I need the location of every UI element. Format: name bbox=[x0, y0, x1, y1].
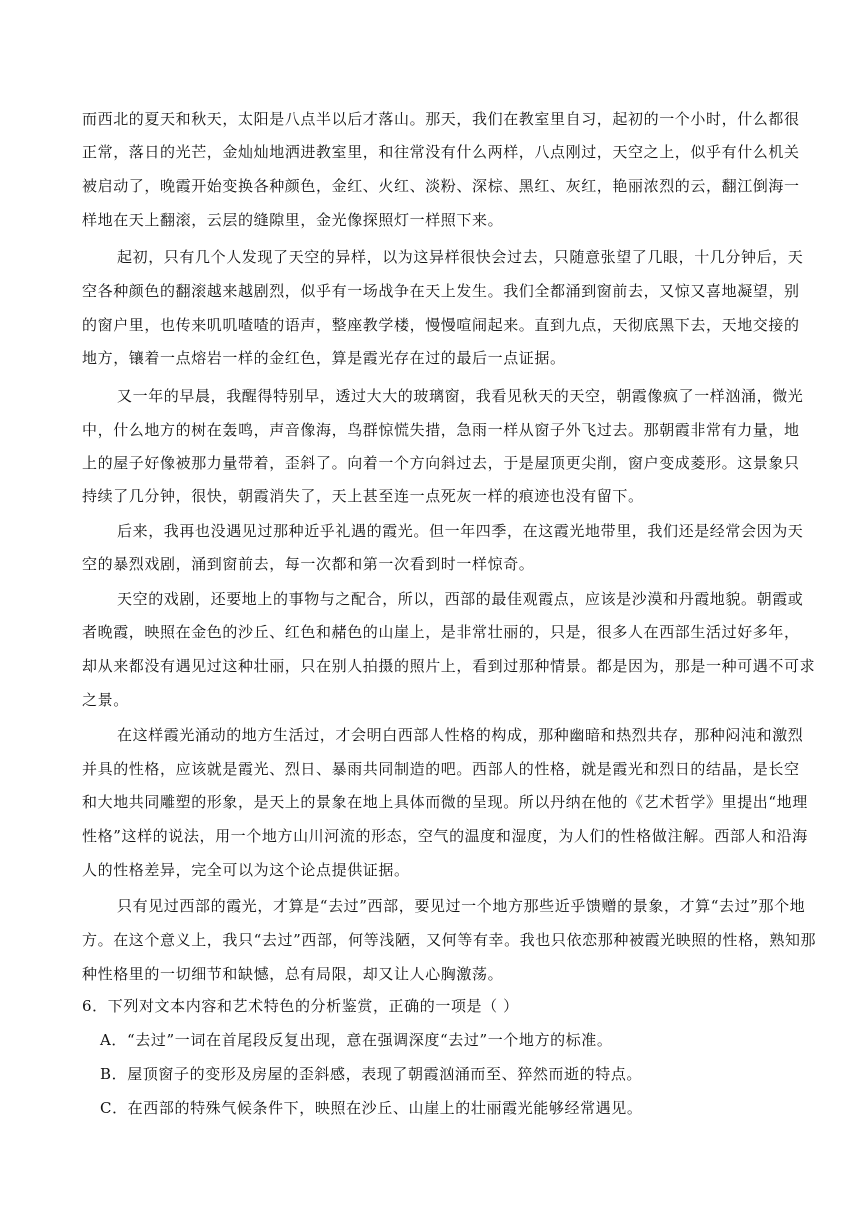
passage-line: 持续了几分钟，很快，朝霞消失了，天上甚至连一点死灰一样的痕迹也没有留下。 bbox=[82, 487, 644, 505]
passage-line: 方。在这个意义上，我只“去过”西部，何等浅陋，又何等有幸。我也只依恋那种被霞光映照的性格，熟知那 bbox=[82, 931, 817, 949]
passage-line: 和大地共同雕塑的形象，是天上的景象在地上具体而微的呈现。所以丹纳在他的《艺术哲学》里提出“地理 bbox=[82, 793, 808, 811]
passage-line: 却从来都没有遇见过这种壮丽，只在别人拍摄的照片上，看到过那种情景。都是因为，那是一种可遇不可求 bbox=[82, 657, 816, 675]
passage-line: 在这样霞光涌动的地方生活过，才会明白西部人性格的构成，那种幽暗和热烈共存，那种闷沌和激烈 bbox=[117, 726, 804, 744]
passage-line: 又一年的早晨，我醒得特别早，透过大大的玻璃窗，我看见秋天的天空，朝霞像疯了一样汹涌，微光 bbox=[117, 387, 804, 405]
question-stem: 6．下列对文本内容和艺术特色的分析鉴赏，正确的一项是（ ） bbox=[82, 997, 519, 1015]
passage-line: 者晚霞，映照在金色的沙丘、红色和赭色的山崖上，是非常壮丽的，只是，很多人在西部生活过好多年， bbox=[82, 623, 800, 641]
passage-line: 被启动了，晚霞开始变换各种颜色，金红、火红、淡粉、深棕、黑红、灰红，艳丽浓烈的云，翻江倒海一 bbox=[82, 177, 800, 195]
passage-line: 上的屋子好像被那力量带着，歪斜了。向着一个方向斜过去，于是屋顶更尖削，窗户变成菱形。这景象只 bbox=[82, 454, 800, 472]
passage-line: 起初，只有几个人发现了天空的异样，以为这异样很快会过去，只随意张望了几眼，十几分钟后，天 bbox=[117, 248, 804, 266]
passage-line: 性格”这样的说法，用一个地方山川河流的形态，空气的温度和湿度，为人们的性格做注解。西部人和沿海 bbox=[82, 827, 808, 845]
passage-line: 天空的戏剧，还要地上的事物与之配合，所以，西部的最佳观霞点，应该是沙漠和丹霞地貌。朝霞或 bbox=[117, 590, 804, 608]
option-b: B．屋顶窗子的变形及房屋的歪斜感，表现了朝霞汹涌而至、猝然而逝的特点。 bbox=[100, 1065, 643, 1083]
passage-line: 人的性格差异，完全可以为这个论点提供证据。 bbox=[82, 861, 410, 879]
option-a: A．“去过”一词在首尾段反复出现，意在强调深度“去过”一个地方的标准。 bbox=[100, 1031, 613, 1049]
passage-line: 地方，镶着一点熔岩一样的金红色，算是霞光存在过的最后一点证据。 bbox=[82, 349, 566, 367]
passage-line: 并具的性格，应该就是霞光、烈日、暴雨共同制造的吧。西部人的性格，就是霞光和烈日的结晶，是长空 bbox=[82, 760, 800, 778]
passage-line: 只有见过西部的霞光，才算是“去过”西部，要见过一个地方那些近乎馈赠的景象，才算“去过”那个地 bbox=[117, 897, 806, 915]
passage-line: 种性格里的一切细节和缺憾，总有局限，却又让人心胸激荡。 bbox=[82, 965, 504, 983]
passage-line: 的窗户里，也传来叽叽喳喳的语声，整座教学楼，慢慢喧闹起来。直到九点，天彻底黑下去，天地交接的 bbox=[82, 316, 800, 334]
passage-line: 而西北的夏天和秋天，太阳是八点半以后才落山。那天，我们在教室里自习，起初的一个小时，什么都很 bbox=[82, 110, 800, 128]
passage-line: 样地在天上翻滚，云层的缝隙里，金光像探照灯一样照下来。 bbox=[82, 211, 504, 229]
passage-line: 之景。 bbox=[82, 691, 129, 709]
option-c: C．在西部的特殊气候条件下，映照在沙丘、山崖上的壮丽霞光能够经常遇见。 bbox=[100, 1099, 643, 1117]
passage-line: 空的暴烈戏剧，涌到窗前去，每一次都和第一次看到时一样惊奇。 bbox=[82, 555, 535, 573]
passage-line: 空各种颜色的翻滚越来越剧烈，似乎有一场战争在天上发生。我们全都涌到窗前去，又惊又喜地凝望，别 bbox=[82, 282, 800, 300]
passage-line: 正常，落日的光芒，金灿灿地洒进教室里，和往常没有什么两样，八点刚过，天空之上，似乎有什么机关 bbox=[82, 143, 800, 161]
passage-line: 后来，我再也没遇见过那种近乎礼遇的霞光。但一年四季，在这霞光地带里，我们还是经常会因为天 bbox=[117, 522, 804, 540]
passage-line: 中，什么地方的树在轰鸣，声音像海，鸟群惊慌失措，急雨一样从窗子外飞过去。那朝霞非常有力量，地 bbox=[82, 421, 800, 439]
